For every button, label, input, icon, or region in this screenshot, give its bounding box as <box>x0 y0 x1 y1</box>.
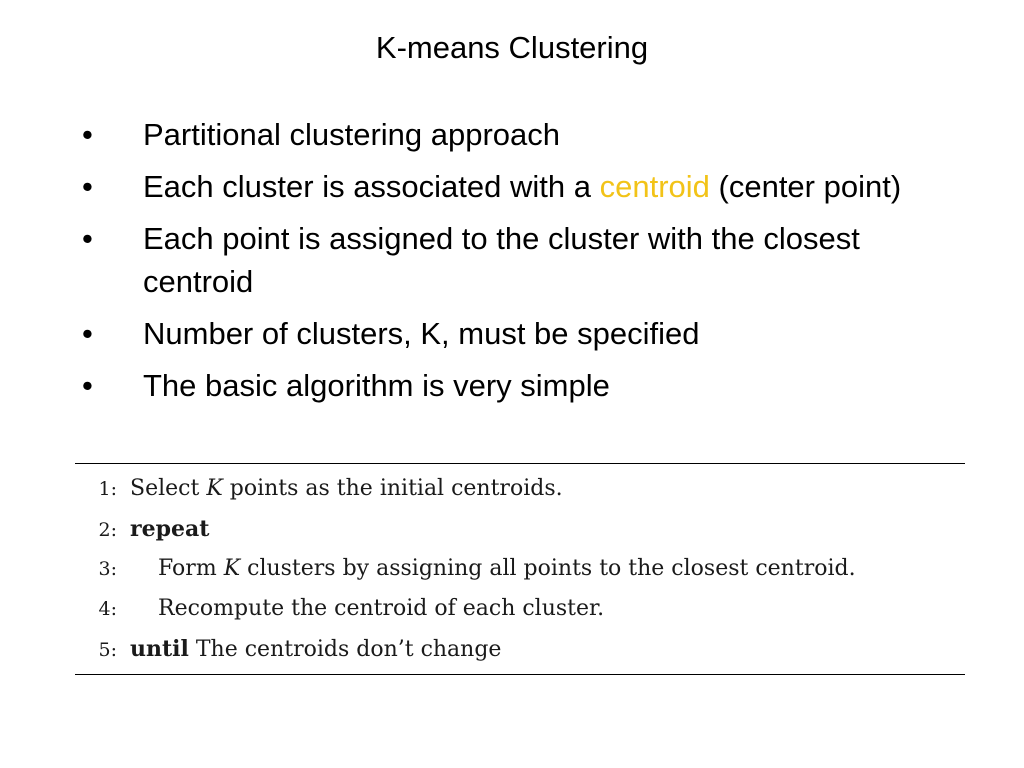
algorithm-text: points as the initial centroids. <box>222 476 563 501</box>
bullet-item <box>76 165 943 208</box>
bullet-item <box>76 312 943 355</box>
bullet-text: Partitional clustering approach <box>143 117 561 152</box>
keyword-until: until <box>130 636 189 662</box>
line-number: 4: <box>98 598 117 620</box>
highlighted-term-centroid: centroid <box>599 169 710 204</box>
bullet-text: The basic algorithm is very simple <box>143 368 610 403</box>
line-number: 1: <box>98 478 117 500</box>
bullet-list <box>76 113 976 416</box>
algorithm-line <box>75 594 604 624</box>
line-number: 3: <box>98 558 117 580</box>
bullet-text: Number of clusters, K, must be specified <box>143 316 700 351</box>
variable-k: K <box>223 556 241 581</box>
algorithm-box <box>75 463 965 675</box>
algorithm-line <box>75 634 501 664</box>
bullet-dot: • <box>82 169 93 204</box>
bullet-item <box>76 364 943 407</box>
algorithm-line <box>75 474 563 504</box>
bullet-text: Each point is assigned to the cluster with the closest centroid <box>143 221 860 299</box>
algorithm-text: The centroids don’t change <box>188 637 502 662</box>
algorithm-line <box>75 554 856 584</box>
line-number: 2: <box>98 519 117 541</box>
slide-title: K-means Clustering <box>375 30 649 65</box>
bullet-dot: • <box>82 316 93 351</box>
algorithm-text: Form <box>158 556 224 581</box>
bullet-text-pre: Each cluster is associated with a <box>143 169 600 204</box>
variable-k: K <box>206 476 223 501</box>
algorithm-text: Select <box>130 476 207 501</box>
bullet-item <box>76 217 943 303</box>
algorithm-text: Recompute the centroid of each cluster. <box>158 596 605 621</box>
keyword-repeat: repeat <box>130 516 210 542</box>
bullet-dot: • <box>82 368 93 403</box>
line-number: 5: <box>98 639 117 661</box>
algorithm-line <box>75 514 209 544</box>
bullet-dot: • <box>82 221 93 256</box>
algorithm-text: clusters by assigning all points to the closest centroid. <box>240 556 856 581</box>
bullet-text-post: (center point) <box>709 169 902 204</box>
bullet-item <box>76 113 943 156</box>
bullet-dot: • <box>82 117 93 152</box>
